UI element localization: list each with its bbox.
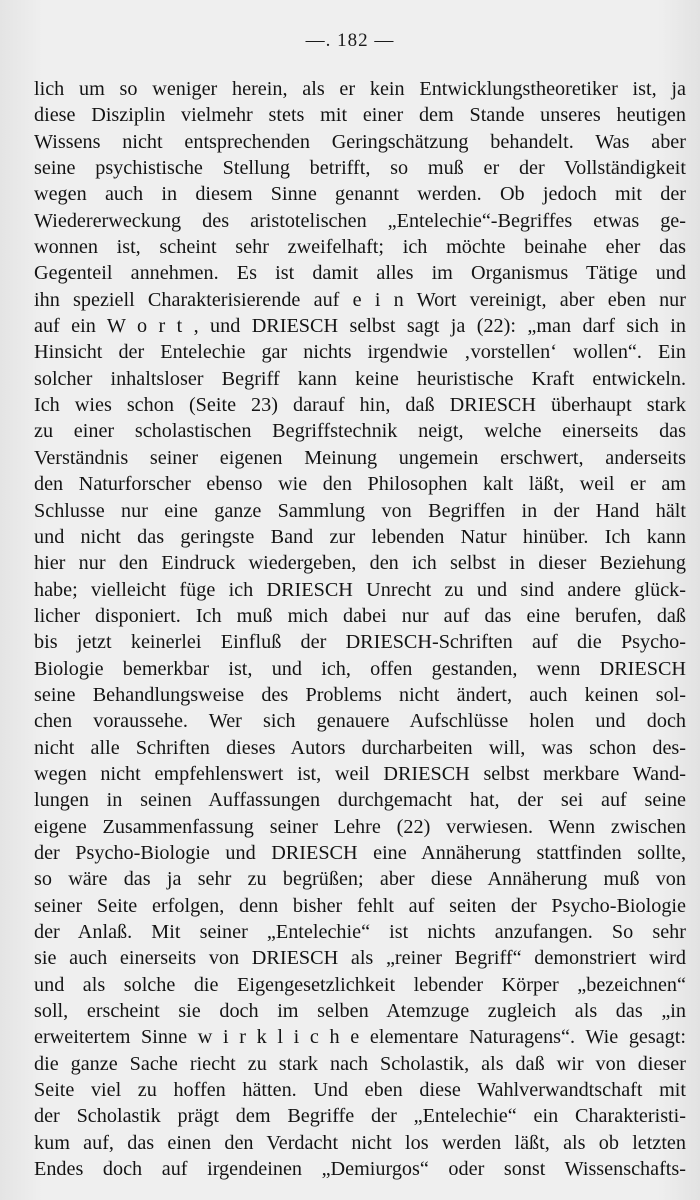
text-line: Endes doch auf irgendeinen „Demiurgos“ oder sonst Wissenschafts- — [34, 1158, 686, 1181]
text-line: seine Behandlungsweise des Problems nicht ändert, auch keinen sol- — [34, 683, 686, 706]
text-line: Hinsicht der Entelechie gar nichts irgendwie ‚vorstellen‘ wollen“. Ein — [34, 341, 686, 364]
text-line: Wissens nicht entsprechenden Geringschätzung behandelt. Was aber — [34, 130, 686, 153]
text-line: soll, erscheint sie doch im selben Atemzuge zugleich als das „in — [34, 1000, 686, 1023]
text-line: den Naturforscher ebenso wie den Philosophen kalt läßt, weil er am — [34, 473, 686, 496]
text-line: wegen auch in diesem Sinne genannt werden. Ob jedoch mit der — [34, 183, 686, 206]
text-line: Verständnis seiner eigenen Meinung ungemein erschwert, anderseits — [34, 446, 686, 469]
text-line: nicht alle Schriften dieses Autors durcharbeiten will, was schon des- — [34, 736, 686, 759]
text-line: lich um so weniger herein, als er kein Entwicklungstheoretiker ist, ja — [34, 78, 686, 100]
text-line: Schlusse nur eine ganze Sammlung von Begriffen in der Hand hält — [34, 499, 686, 522]
text-line: licher disponiert. Ich muß mich dabei nur auf das eine berufen, daß — [34, 604, 686, 627]
text-line: Ich wies schon (Seite 23) darauf hin, daß DRIESCH überhaupt stark — [34, 394, 686, 417]
text-line: Biologie bemerkbar ist, und ich, offen gestanden, wenn DRIESCH — [34, 657, 686, 680]
text-line: eigene Zusammenfassung seiner Lehre (22) verwiesen. Wenn zwischen — [34, 815, 686, 838]
text-line: hier nur den Eindruck wiedergeben, den ich selbst in dieser Beziehung — [34, 552, 686, 575]
text-line: solcher inhaltsloser Begriff kann keine heuristische Kraft entwickeln. — [34, 367, 686, 390]
text-line: die ganze Sache riecht zu stark nach Scholastik, als daß wir von dieser — [34, 1052, 686, 1075]
text-line: habe; vielleicht füge ich DRIESCH Unrecht zu und sind andere glück- — [34, 578, 686, 601]
text-line: erweitertem Sinne w i r k l i c h e elementare Naturagens“. Wie gesagt: — [34, 1026, 686, 1049]
text-line: seine psychistische Stellung betrifft, so muß er der Vollständigkeit — [34, 157, 686, 180]
text-line: wegen nicht empfehlenswert ist, weil DRIESCH selbst merkbare Wand- — [34, 762, 686, 785]
text-line: chen voraussehe. Wer sich genauere Aufschlüsse holen und doch — [34, 710, 686, 733]
text-line: seiner Seite erfolgen, denn bisher fehlt auf seiten der Psycho-Biologie — [34, 894, 686, 917]
text-line: der Scholastik prägt dem Begriffe der „Entelechie“ ein Charakteristi- — [34, 1105, 686, 1128]
text-line: kum auf, das einen den Verdacht nicht los werden läßt, als ob letzten — [34, 1131, 686, 1154]
text-line: bis jetzt keinerlei Einfluß der DRIESCH-Schriften auf die Psycho- — [34, 631, 686, 654]
text-line: Seite viel zu hoffen hätten. Und eben diese Wahlverwandtschaft mit — [34, 1079, 686, 1102]
text-line: zu einer scholastischen Begriffstechnik neigt, welche einerseits das — [34, 420, 686, 443]
text-line: auf ein W o r t , und DRIESCH selbst sagt ja (22): „man darf sich in — [34, 315, 686, 338]
text-line: wonnen ist, scheint sehr zweifelhaft; ich möchte beinahe eher das — [34, 236, 686, 259]
text-line: diese Disziplin vielmehr stets mit einer dem Stande unseres heutigen — [34, 104, 686, 127]
text-line: und als solche die Eigengesetzlichkeit lebender Körper „bezeichnen“ — [34, 973, 686, 996]
text-line: ihn speziell Charakterisierende auf e i n Wort vereinigt, aber eben nur — [34, 288, 686, 311]
text-line: der Psycho-Biologie und DRIESCH eine Annäherung stattfinden sollte, — [34, 841, 686, 864]
text-line: Gegenteil annehmen. Es ist damit alles im Organismus Tätige und — [34, 262, 686, 285]
text-line: sie auch einerseits von DRIESCH als „reiner Begriff“ demonstriert wird — [34, 947, 686, 970]
text-line: und nicht das geringste Band zur lebenden Natur hinüber. Ich kann — [34, 525, 686, 548]
text-line: lungen in seinen Auffassungen durchgemacht hat, der sei auf seine — [34, 789, 686, 812]
text-line: so wäre das ja sehr zu begrüßen; aber diese Annäherung muß von — [34, 868, 686, 891]
text-line: der Anlaß. Mit seiner „Entelechie“ ist nichts anzufangen. So sehr — [34, 921, 686, 943]
text-line: Wiedererweckung des aristotelischen „Entelechie“-Begriffes etwas ge- — [34, 209, 686, 232]
body-text — [34, 76, 686, 1182]
page-number: —. 182 — — [305, 30, 395, 51]
